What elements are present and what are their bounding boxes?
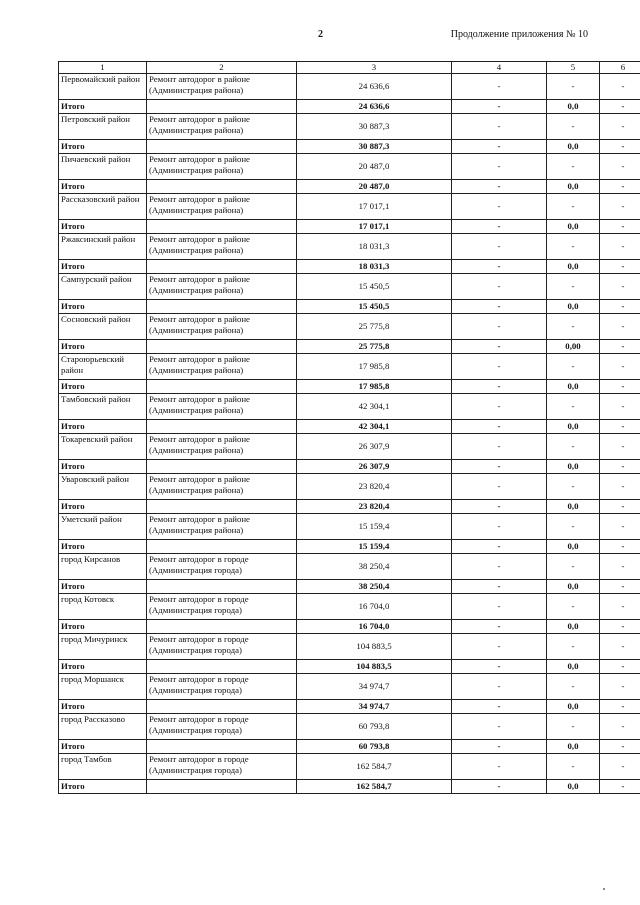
purpose-cell: Ремонт автодорог в районе (Администрация района) (147, 154, 297, 180)
col6-cell: - (600, 234, 640, 260)
total-row (59, 380, 640, 394)
table-row (59, 234, 640, 260)
total-col4-cell: - (452, 500, 547, 514)
table-row (59, 634, 640, 660)
total-empty-cell (147, 220, 297, 234)
col6-cell: - (600, 194, 640, 220)
total-amount-cell: 16 704,0 (297, 620, 452, 634)
col6-cell: - (600, 274, 640, 300)
amount-cell: 34 974,7 (297, 674, 452, 700)
total-col4-cell: - (452, 460, 547, 474)
total-amount-cell: 15 450,5 (297, 300, 452, 314)
total-amount-cell: 30 887,3 (297, 140, 452, 154)
purpose-cell: Ремонт автодорог в районе (Администрация района) (147, 114, 297, 140)
table-row (59, 754, 640, 780)
table-row (59, 274, 640, 300)
total-row (59, 620, 640, 634)
district-cell: город Котовск (59, 594, 147, 620)
total-label-cell: Итого (59, 740, 147, 754)
col6-cell: - (600, 634, 640, 660)
purpose-cell: Ремонт автодорог в городе (Администрация города) (147, 714, 297, 740)
district-cell: Петровский район (59, 114, 147, 140)
total-col5-cell: 0,0 (547, 260, 600, 274)
total-empty-cell (147, 500, 297, 514)
total-empty-cell (147, 260, 297, 274)
col6-cell: - (600, 754, 640, 780)
total-amount-cell: 24 636,6 (297, 100, 452, 114)
col5-cell: - (547, 234, 600, 260)
district-cell: Сампурский район (59, 274, 147, 300)
col5-cell: - (547, 674, 600, 700)
column-header: 6 (600, 62, 640, 74)
amount-cell: 17 017,1 (297, 194, 452, 220)
total-amount-cell: 23 820,4 (297, 500, 452, 514)
table-row (59, 74, 640, 100)
total-label-cell: Итого (59, 140, 147, 154)
total-label-cell: Итого (59, 460, 147, 474)
col5-cell: - (547, 634, 600, 660)
total-row (59, 540, 640, 554)
total-row (59, 180, 640, 194)
col6-cell: - (600, 554, 640, 580)
total-col6-cell: - (600, 620, 640, 634)
total-amount-cell: 104 883,5 (297, 660, 452, 674)
col4-cell: - (452, 194, 547, 220)
col4-cell: - (452, 354, 547, 380)
total-row (59, 780, 640, 794)
district-cell: Сосновский район (59, 314, 147, 340)
col6-cell: - (600, 114, 640, 140)
total-row (59, 100, 640, 114)
total-col4-cell: - (452, 740, 547, 754)
total-row (59, 220, 640, 234)
total-col5-cell: 0,0 (547, 380, 600, 394)
table-row (59, 594, 640, 620)
total-col6-cell: - (600, 300, 640, 314)
total-empty-cell (147, 420, 297, 434)
total-col5-cell: 0,0 (547, 220, 600, 234)
total-col6-cell: - (600, 540, 640, 554)
col5-cell: - (547, 74, 600, 100)
total-empty-cell (147, 740, 297, 754)
total-col4-cell: - (452, 140, 547, 154)
purpose-cell: Ремонт автодорог в районе (Администрация района) (147, 314, 297, 340)
col5-cell: - (547, 394, 600, 420)
purpose-cell: Ремонт автодорог в районе (Администрация района) (147, 514, 297, 540)
col5-cell: - (547, 274, 600, 300)
total-label-cell: Итого (59, 700, 147, 714)
district-cell: Староюрьевский район (59, 354, 147, 380)
col5-cell: - (547, 314, 600, 340)
total-col6-cell: - (600, 660, 640, 674)
district-cell: город Рассказово (59, 714, 147, 740)
total-col4-cell: - (452, 380, 547, 394)
col4-cell: - (452, 594, 547, 620)
total-row (59, 340, 640, 354)
total-label-cell: Итого (59, 300, 147, 314)
table-body (59, 62, 640, 794)
col5-cell: - (547, 354, 600, 380)
total-col4-cell: - (452, 180, 547, 194)
col4-cell: - (452, 754, 547, 780)
amount-cell: 15 450,5 (297, 274, 452, 300)
table-row (59, 514, 640, 540)
total-col6-cell: - (600, 420, 640, 434)
total-col4-cell: - (452, 620, 547, 634)
table-row (59, 194, 640, 220)
total-col4-cell: - (452, 540, 547, 554)
total-col6-cell: - (600, 180, 640, 194)
total-label-cell: Итого (59, 620, 147, 634)
column-number-row (59, 62, 640, 74)
col5-cell: - (547, 474, 600, 500)
district-cell: Пичаевский район (59, 154, 147, 180)
amount-cell: 18 031,3 (297, 234, 452, 260)
total-label-cell: Итого (59, 780, 147, 794)
scan-mark (603, 888, 605, 890)
purpose-cell: Ремонт автодорог в районе (Администрация района) (147, 274, 297, 300)
total-col5-cell: 0,0 (547, 580, 600, 594)
total-col5-cell: 0,0 (547, 620, 600, 634)
total-col6-cell: - (600, 500, 640, 514)
purpose-cell: Ремонт автодорог в городе (Администрация города) (147, 634, 297, 660)
purpose-cell: Ремонт автодорог в городе (Администрация города) (147, 674, 297, 700)
total-col5-cell: 0,0 (547, 300, 600, 314)
total-empty-cell (147, 140, 297, 154)
amount-cell: 15 159,4 (297, 514, 452, 540)
table-row (59, 434, 640, 460)
total-col5-cell: 0,0 (547, 780, 600, 794)
table-row (59, 114, 640, 140)
total-col5-cell: 0,0 (547, 180, 600, 194)
total-row (59, 700, 640, 714)
total-row (59, 500, 640, 514)
col5-cell: - (547, 514, 600, 540)
total-amount-cell: 38 250,4 (297, 580, 452, 594)
total-col6-cell: - (600, 580, 640, 594)
total-col6-cell: - (600, 260, 640, 274)
amount-cell: 20 487,0 (297, 154, 452, 180)
total-amount-cell: 20 487,0 (297, 180, 452, 194)
col4-cell: - (452, 674, 547, 700)
col4-cell: - (452, 474, 547, 500)
total-label-cell: Итого (59, 260, 147, 274)
total-empty-cell (147, 340, 297, 354)
total-row (59, 420, 640, 434)
total-amount-cell: 42 304,1 (297, 420, 452, 434)
col6-cell: - (600, 474, 640, 500)
district-cell: город Тамбов (59, 754, 147, 780)
total-row (59, 660, 640, 674)
column-header: 4 (452, 62, 547, 74)
total-col4-cell: - (452, 420, 547, 434)
purpose-cell: Ремонт автодорог в городе (Администрация города) (147, 754, 297, 780)
total-amount-cell: 15 159,4 (297, 540, 452, 554)
column-header: 1 (59, 62, 147, 74)
total-col6-cell: - (600, 460, 640, 474)
col4-cell: - (452, 634, 547, 660)
col4-cell: - (452, 234, 547, 260)
district-cell: Ржаксинский район (59, 234, 147, 260)
total-col5-cell: 0,00 (547, 340, 600, 354)
col4-cell: - (452, 274, 547, 300)
table-row (59, 354, 640, 380)
col6-cell: - (600, 394, 640, 420)
col4-cell: - (452, 554, 547, 580)
col5-cell: - (547, 434, 600, 460)
amount-cell: 30 887,3 (297, 114, 452, 140)
amount-cell: 42 304,1 (297, 394, 452, 420)
total-col4-cell: - (452, 780, 547, 794)
amount-cell: 25 775,8 (297, 314, 452, 340)
total-col5-cell: 0,0 (547, 660, 600, 674)
total-amount-cell: 18 031,3 (297, 260, 452, 274)
total-col4-cell: - (452, 700, 547, 714)
col4-cell: - (452, 154, 547, 180)
total-amount-cell: 60 793,8 (297, 740, 452, 754)
col6-cell: - (600, 434, 640, 460)
total-empty-cell (147, 180, 297, 194)
total-row (59, 580, 640, 594)
total-col6-cell: - (600, 140, 640, 154)
purpose-cell: Ремонт автодорог в районе (Администрация района) (147, 194, 297, 220)
district-cell: Рассказовский район (59, 194, 147, 220)
total-amount-cell: 162 584,7 (297, 780, 452, 794)
col4-cell: - (452, 514, 547, 540)
total-col4-cell: - (452, 340, 547, 354)
purpose-cell: Ремонт автодорог в районе (Администрация района) (147, 74, 297, 100)
district-cell: город Кирсанов (59, 554, 147, 580)
total-col5-cell: 0,0 (547, 420, 600, 434)
amount-cell: 23 820,4 (297, 474, 452, 500)
total-amount-cell: 26 307,9 (297, 460, 452, 474)
total-empty-cell (147, 380, 297, 394)
col5-cell: - (547, 554, 600, 580)
total-empty-cell (147, 780, 297, 794)
district-cell: город Моршанск (59, 674, 147, 700)
total-amount-cell: 25 775,8 (297, 340, 452, 354)
total-col5-cell: 0,0 (547, 740, 600, 754)
total-row (59, 460, 640, 474)
total-amount-cell: 17 985,8 (297, 380, 452, 394)
col6-cell: - (600, 154, 640, 180)
col5-cell: - (547, 114, 600, 140)
purpose-cell: Ремонт автодорог в районе (Администрация района) (147, 234, 297, 260)
total-amount-cell: 34 974,7 (297, 700, 452, 714)
amount-cell: 26 307,9 (297, 434, 452, 460)
total-row (59, 740, 640, 754)
col5-cell: - (547, 154, 600, 180)
total-empty-cell (147, 660, 297, 674)
total-label-cell: Итого (59, 540, 147, 554)
col4-cell: - (452, 314, 547, 340)
total-empty-cell (147, 460, 297, 474)
col4-cell: - (452, 114, 547, 140)
total-col6-cell: - (600, 740, 640, 754)
total-empty-cell (147, 580, 297, 594)
total-col4-cell: - (452, 660, 547, 674)
total-row (59, 300, 640, 314)
district-cell: Уваровский район (59, 474, 147, 500)
allocation-table (58, 61, 640, 794)
col6-cell: - (600, 674, 640, 700)
col5-cell: - (547, 754, 600, 780)
col4-cell: - (452, 74, 547, 100)
total-empty-cell (147, 700, 297, 714)
page-number: 2 (318, 29, 323, 40)
table-row (59, 554, 640, 580)
total-label-cell: Итого (59, 100, 147, 114)
col4-cell: - (452, 394, 547, 420)
table-row (59, 674, 640, 700)
col4-cell: - (452, 714, 547, 740)
amount-cell: 17 985,8 (297, 354, 452, 380)
total-col5-cell: 0,0 (547, 140, 600, 154)
total-empty-cell (147, 100, 297, 114)
col5-cell: - (547, 714, 600, 740)
district-cell: Токаревский район (59, 434, 147, 460)
amount-cell: 24 636,6 (297, 74, 452, 100)
total-row (59, 260, 640, 274)
total-col6-cell: - (600, 700, 640, 714)
table-row (59, 714, 640, 740)
district-cell: город Мичуринск (59, 634, 147, 660)
continuation-label: Продолжение приложения № 10 (450, 29, 588, 40)
col6-cell: - (600, 354, 640, 380)
total-empty-cell (147, 620, 297, 634)
total-col5-cell: 0,0 (547, 540, 600, 554)
col6-cell: - (600, 594, 640, 620)
district-cell: Первомайский район (59, 74, 147, 100)
purpose-cell: Ремонт автодорог в районе (Администрация района) (147, 354, 297, 380)
col4-cell: - (452, 434, 547, 460)
total-col6-cell: - (600, 100, 640, 114)
total-row (59, 140, 640, 154)
amount-cell: 60 793,8 (297, 714, 452, 740)
total-col6-cell: - (600, 780, 640, 794)
total-label-cell: Итого (59, 420, 147, 434)
total-col4-cell: - (452, 100, 547, 114)
district-cell: Уметский район (59, 514, 147, 540)
column-header: 2 (147, 62, 297, 74)
total-col6-cell: - (600, 340, 640, 354)
col5-cell: - (547, 594, 600, 620)
column-header: 5 (547, 62, 600, 74)
total-amount-cell: 17 017,1 (297, 220, 452, 234)
total-label-cell: Итого (59, 580, 147, 594)
total-col4-cell: - (452, 580, 547, 594)
total-col4-cell: - (452, 260, 547, 274)
purpose-cell: Ремонт автодорог в районе (Администрация района) (147, 394, 297, 420)
total-col4-cell: - (452, 220, 547, 234)
total-empty-cell (147, 540, 297, 554)
total-col6-cell: - (600, 220, 640, 234)
col6-cell: - (600, 514, 640, 540)
total-label-cell: Итого (59, 660, 147, 674)
purpose-cell: Ремонт автодорог в районе (Администрация района) (147, 434, 297, 460)
district-cell: Тамбовский район (59, 394, 147, 420)
total-col6-cell: - (600, 380, 640, 394)
amount-cell: 38 250,4 (297, 554, 452, 580)
total-label-cell: Итого (59, 180, 147, 194)
column-header: 3 (297, 62, 452, 74)
total-col5-cell: 0,0 (547, 700, 600, 714)
table-row (59, 314, 640, 340)
col6-cell: - (600, 74, 640, 100)
total-label-cell: Итого (59, 220, 147, 234)
col5-cell: - (547, 194, 600, 220)
amount-cell: 16 704,0 (297, 594, 452, 620)
table-row (59, 394, 640, 420)
col6-cell: - (600, 314, 640, 340)
total-col4-cell: - (452, 300, 547, 314)
amount-cell: 104 883,5 (297, 634, 452, 660)
total-label-cell: Итого (59, 380, 147, 394)
total-col5-cell: 0,0 (547, 500, 600, 514)
total-col5-cell: 0,0 (547, 100, 600, 114)
purpose-cell: Ремонт автодорог в городе (Администрация города) (147, 554, 297, 580)
amount-cell: 162 584,7 (297, 754, 452, 780)
table-row (59, 154, 640, 180)
total-label-cell: Итого (59, 500, 147, 514)
table-row (59, 474, 640, 500)
purpose-cell: Ремонт автодорог в городе (Администрация города) (147, 594, 297, 620)
total-empty-cell (147, 300, 297, 314)
total-label-cell: Итого (59, 340, 147, 354)
col6-cell: - (600, 714, 640, 740)
purpose-cell: Ремонт автодорог в районе (Администрация района) (147, 474, 297, 500)
total-col5-cell: 0,0 (547, 460, 600, 474)
